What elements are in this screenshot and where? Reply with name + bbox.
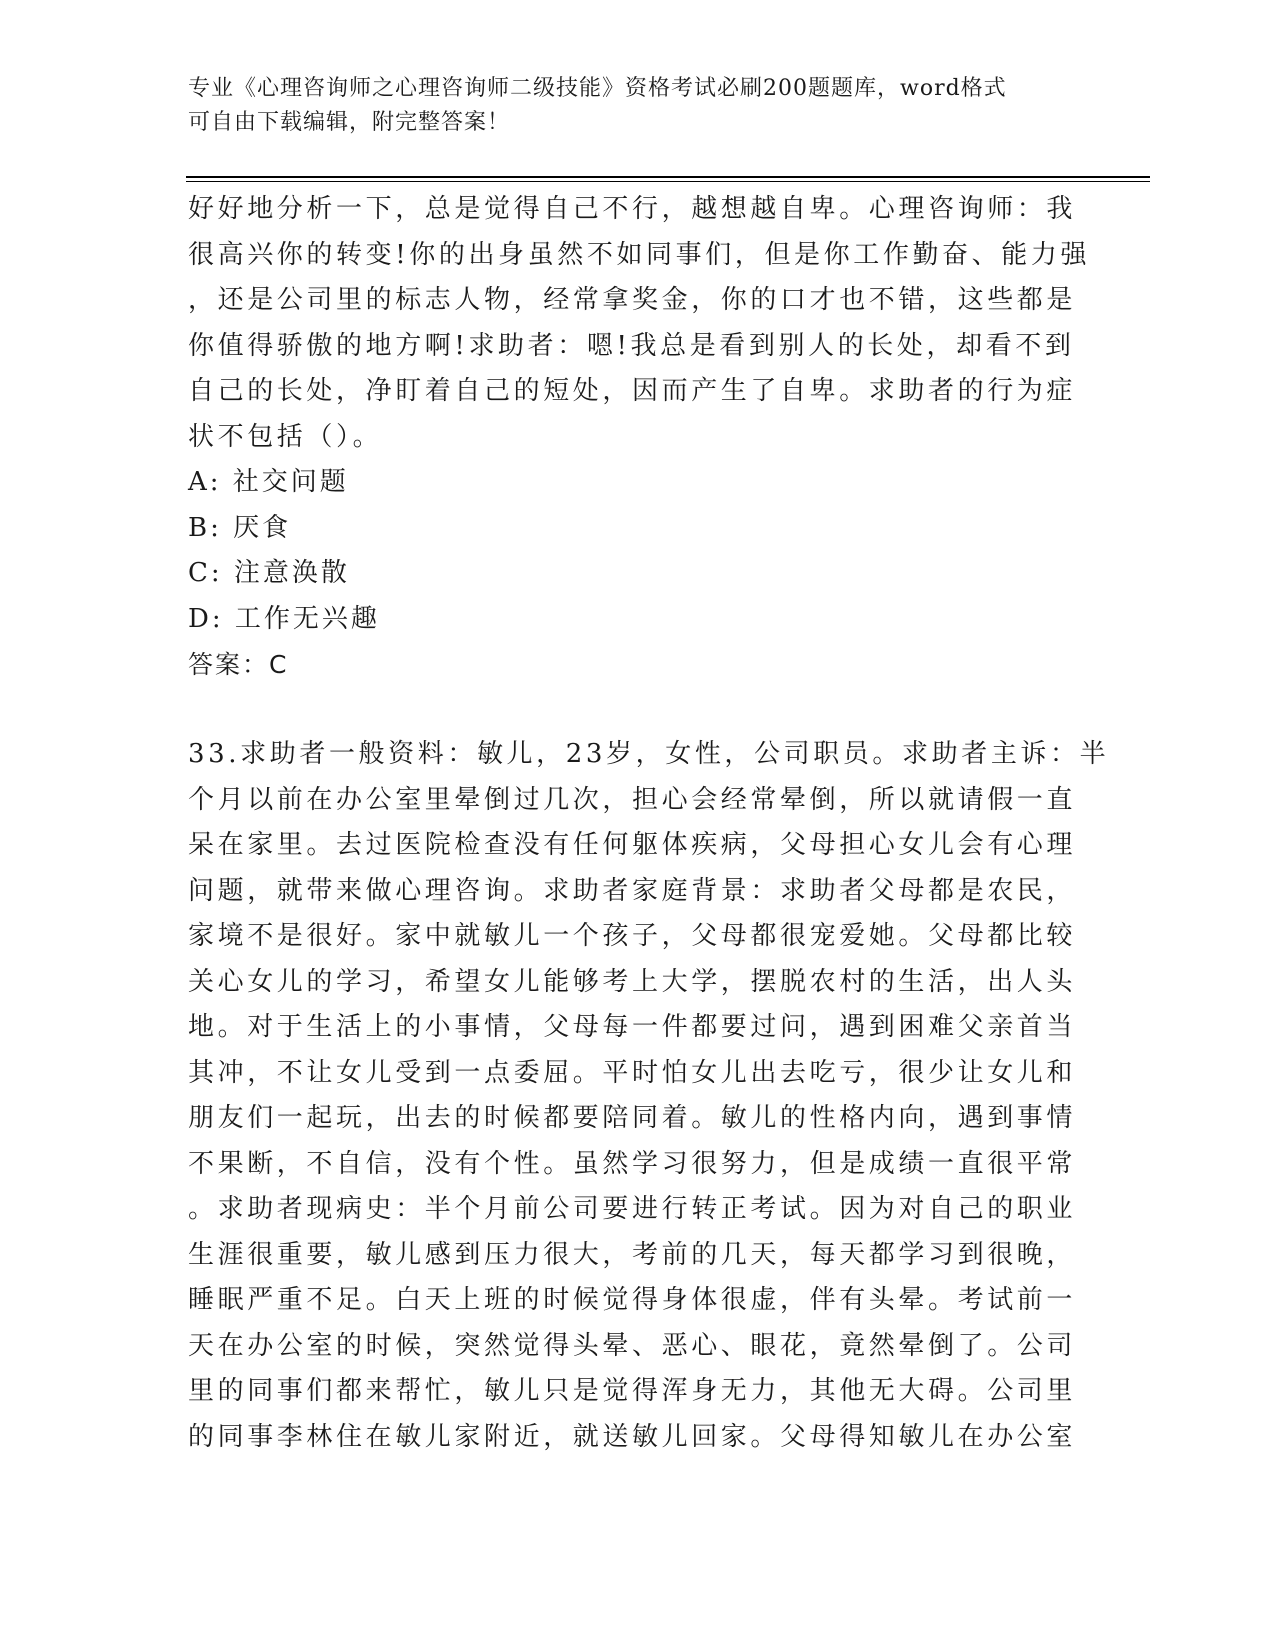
question-stem-line: 天在办公室的时候，突然觉得头晕、恶心、眼花，竟然晕倒了。公司 [188, 1330, 1077, 1361]
option-a: A: 社交问题 [188, 467, 349, 497]
question-stem-line: 里的同事们都来帮忙，敏儿只是觉得浑身无力，其他无大碍。公司里 [188, 1376, 1077, 1406]
answer-label: 答案：C [188, 650, 289, 679]
question-stem-line: 的同事李林住在敏儿家附近，就送敏儿回家。父母得知敏儿在办公室 [188, 1421, 1077, 1452]
question-stem-line: 你值得骄傲的地方啊!求助者：嗯!我总是看到别人的长处，却看不到 [188, 330, 1075, 361]
question-32 [188, 187, 1091, 688]
question-33 [188, 732, 1110, 1460]
question-stem-line: 自己的长处，净盯着自己的短处，因而产生了自卑。求助者的行为症 [188, 376, 1077, 406]
question-stem-line: 呆在家里。去过医院检查没有任何躯体疾病，父母担心女儿会有心理 [188, 830, 1077, 860]
question-stem-line: 地。对于生活上的小事情，父母每一件都要过问，遇到困难父亲首当 [188, 1012, 1077, 1042]
question-stem-line: 好好地分析一下，总是觉得自己不行，越想越自卑。心理咨询师：我 [188, 194, 1077, 224]
question-stem-line: 朋友们一起玩，出去的时候都要陪同着。敏儿的性格内向，遇到事情 [188, 1103, 1077, 1133]
question-stem-line: 33.求助者一般资料：敏儿，23岁，女性，公司职员。求助者主诉：半 [188, 739, 1110, 769]
question-stem-line: 不果断，不自信，没有个性。虽然学习很努力，但是成绩一直很平常 [188, 1148, 1077, 1179]
header-title-line-2: 可自由下载编辑，附完整答案！ [188, 110, 511, 135]
question-stem-line: 生涯很重要，敏儿感到压力很大，考前的几天，每天都学习到很晚， [188, 1239, 1077, 1270]
question-stem-line: 家境不是很好。家中就敏儿一个孩子，父母都很宠爱她。父母都比较 [188, 921, 1077, 951]
question-stem-line: 其冲，不让女儿受到一点委屈。平时怕女儿出去吃亏，很少让女儿和 [188, 1057, 1077, 1088]
question-stem-line: 关心女儿的学习，希望女儿能够考上大学，摆脱农村的生活，出人头 [188, 966, 1077, 997]
question-stem-line: 问题，就带来做心理咨询。求助者家庭背景：求助者父母都是农民， [188, 875, 1077, 906]
question-stem-line: 睡眠严重不足。白天上班的时候觉得身体很虚，伴有头晕。考试前一 [188, 1285, 1077, 1315]
question-stem-line: 状不包括（）。 [188, 421, 383, 452]
option-d: D: 工作无兴趣 [188, 603, 380, 634]
option-b: B: 厌食 [188, 512, 292, 543]
question-stem-line: 。求助者现病史：半个月前公司要进行转正考试。因为对自己的职业 [188, 1194, 1077, 1224]
header-divider [186, 176, 1150, 183]
header-title-line-1: 专业《心理咨询师之心理咨询师二级技能》资格考试必刷200题题库，word格式 [188, 76, 1007, 101]
question-stem-line: 个月以前在办公室里晕倒过几次，担心会经常晕倒，所以就请假一直 [188, 784, 1077, 815]
page-header [188, 72, 1068, 140]
question-stem-line: ，还是公司里的标志人物，经常拿奖金，你的口才也不错，这些都是 [188, 285, 1077, 315]
option-c: C: 注意涣散 [188, 558, 350, 588]
question-stem-line: 很高兴你的转变!你的出身虽然不如同事们，但是你工作勤奋、能力强 [188, 239, 1091, 270]
